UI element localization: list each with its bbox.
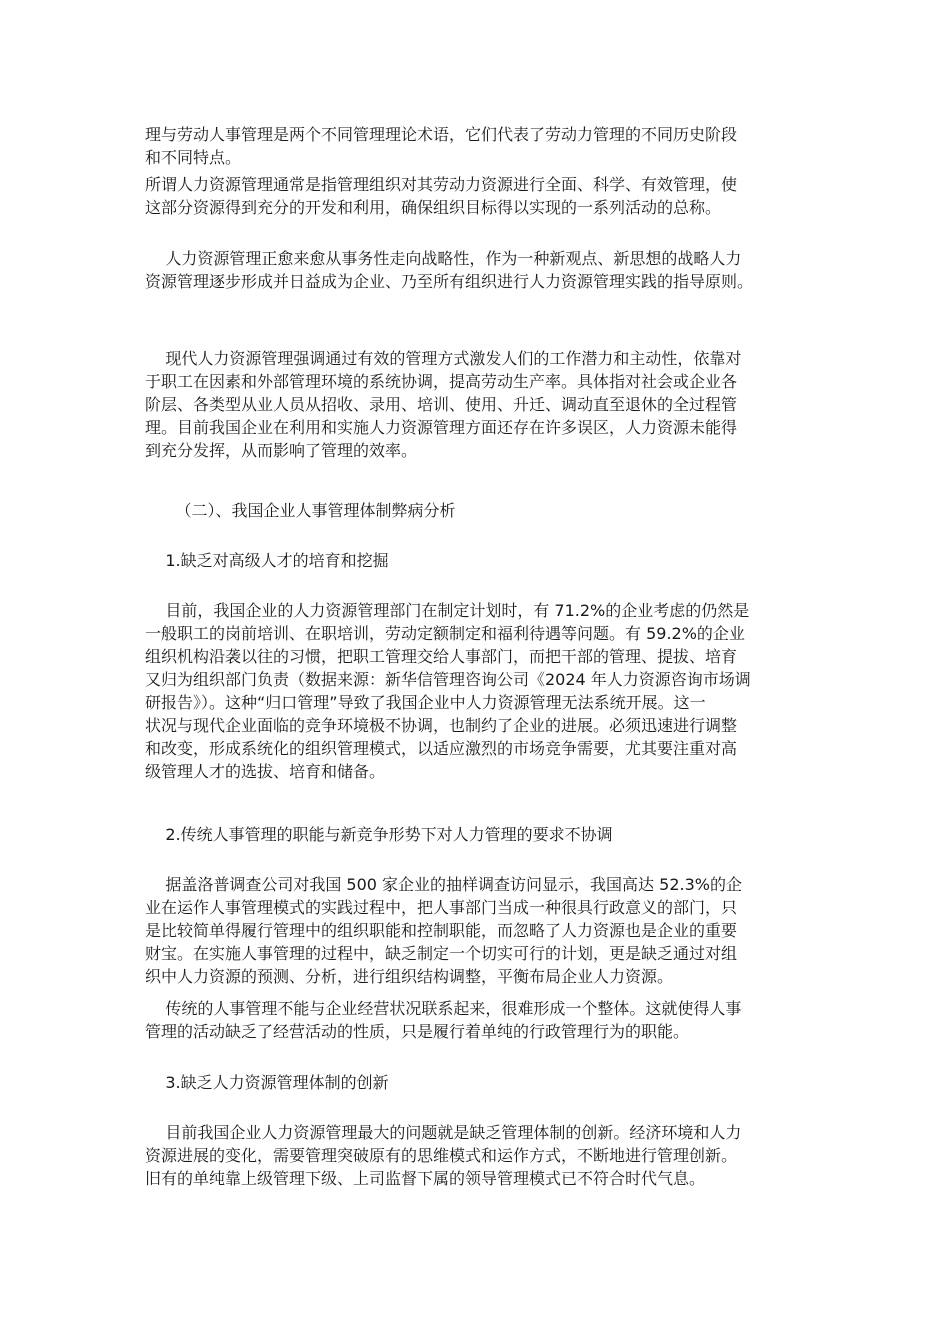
text-line: 组织机构沿袭以往的习惯，把职工管理交给人事部门，而把干部的管理、提拔、培育	[145, 647, 738, 666]
paragraph-innovation	[145, 1121, 815, 1190]
section-heading	[145, 499, 815, 522]
text-line: 这部分资源得到充分的开发和利用，确保组织目标得以实现的一系列活动的总称。	[145, 198, 722, 217]
text-line: 于职工在因素和外部管理环境的系统协调，提高劳动生产率。具体指对社会或企业各	[145, 372, 738, 391]
text-line: 资源管理逐步形成并日益成为企业、乃至所有组织进行人力资源管理实践的指导原则。	[145, 272, 754, 291]
text-line: 据盖洛普调查公司对我国 500 家企业的抽样调查访问显示，我国高达 52.3%的企	[145, 875, 742, 894]
paragraph-modern-hrm	[145, 347, 815, 462]
text-line: 传统的人事管理不能与企业经营状况联系起来，很难形成一个整体。这就使得人事	[145, 999, 742, 1018]
text-line: 管理的活动缺乏了经营活动的性质，只是履行着单纯的行政管理行为的职能。	[145, 1022, 690, 1041]
text-line: 和改变，形成系统化的组织管理模式，以适应激烈的市场竞争需要，尤其要注重对高	[145, 739, 738, 758]
paragraph-labor-management	[145, 123, 815, 169]
paragraph-traditional-hr	[145, 997, 815, 1043]
paragraph-talent-training	[145, 599, 815, 783]
text-line: 资源进展的变化，需要管理突破原有的思维模式和运作方式，不断地进行管理创新。	[145, 1146, 738, 1165]
text-line: 旧有的单纯靠上级管理下级、上司监督下属的领导管理模式已不符合时代气息。	[145, 1169, 706, 1188]
text-line: 所谓人力资源管理通常是指管理组织对其劳动力资源进行全面、科学、有效管理，使	[145, 175, 738, 194]
heading-text: （二）、我国企业人事管理体制弊病分析	[145, 501, 456, 520]
text-line: 和不同特点。	[145, 148, 242, 167]
text-line: 又归为组织部门负责（数据来源：新华信管理咨询公司《2024 年人力资源咨询市场调	[145, 670, 751, 689]
text-line: 研报告》）。这种“归口管理”导致了我国企业中人力资源管理无法系统开展。这一	[145, 693, 706, 712]
text-line: 是比较简单得履行管理中的组织职能和控制职能，而忽略了人力资源也是企业的重要	[145, 921, 738, 940]
text-line: 阶层、各类型从业人员从招收、录用、培训、使用、升迁、调动直至退休的全过程管	[145, 395, 738, 414]
text-line: 状况与现代企业面临的竞争环境极不协调，也制约了企业的进展。必须迅速进行调整	[145, 716, 738, 735]
text-line: 业在运作人事管理模式的实践过程中，把人事部门当成一种很具行政意义的部门，只	[145, 898, 738, 917]
text-line: 理与劳动人事管理是两个不同管理理论术语，它们代表了劳动力管理的不同历史阶段	[145, 125, 738, 144]
text-line: 理。目前我国企业在利用和实施人力资源管理方面还存在许多误区，人力资源未能得	[145, 418, 738, 437]
heading-text: 3.缺乏人力资源管理体制的创新	[145, 1073, 389, 1092]
subsection-heading-2	[145, 823, 815, 846]
text-line: 目前，我国企业的人力资源管理部门在制定计划时，有 71.2%的企业考虑的仍然是	[145, 601, 750, 620]
paragraph-gallup-survey	[145, 873, 815, 988]
text-line: 一般职工的岗前培训、在职培训，劳动定额制定和福利待遇等问题。有 59.2%的企业	[145, 624, 745, 643]
subsection-heading-1	[145, 549, 815, 572]
text-line: 级管理人才的选拔、培育和储备。	[145, 762, 386, 781]
text-line: 财宝。在实施人事管理的过程中，缺乏制定一个切实可行的计划，更是缺乏通过对组	[145, 944, 738, 963]
text-line: 到充分发挥，从而影响了管理的效率。	[145, 441, 418, 460]
text-line: 人力资源管理正愈来愈从事务性走向战略性，作为一种新观点、新思想的战略人力	[145, 249, 742, 268]
heading-text: 1.缺乏对高级人才的培育和挖掘	[145, 551, 389, 570]
text-line: 织中人力资源的预测、分析，进行组织结构调整，平衡布局企业人力资源。	[145, 967, 674, 986]
paragraph-hrm-definition	[145, 173, 815, 219]
heading-text: 2.传统人事管理的职能与新竞争形势下对人力管理的要求不协调	[145, 825, 613, 844]
text-line: 目前我国企业人力资源管理最大的问题就是缺乏管理体制的创新。经济环境和人力	[145, 1123, 742, 1142]
paragraph-strategic-hrm	[145, 247, 815, 293]
subsection-heading-3	[145, 1071, 815, 1094]
text-line: 现代人力资源管理强调通过有效的管理方式激发人们的工作潜力和主动性，依靠对	[145, 349, 742, 368]
